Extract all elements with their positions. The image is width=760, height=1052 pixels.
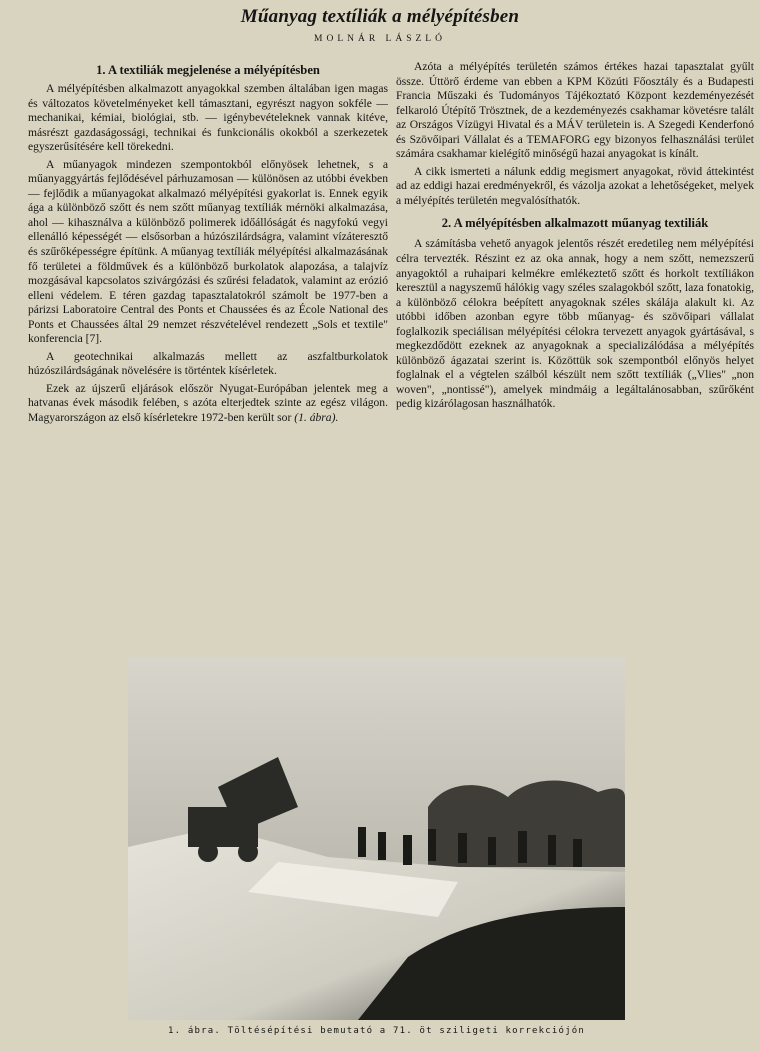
left-column — [28, 60, 388, 426]
section-2-paragraph-1: A számításba vehető anyagok jelentős részét eredetileg nem mélyépítési célra tervezték. Részint ez az oka annak, hogy a nem szőtt, nemezszerű anyagoktól a ruhaipari kelmékre emlékeztető szőtt és horkolt textíliákon keresztül a nagyszemű hálókig vagy széles szalagokból szőtt, laza fonatokig, a különböző célokra beépített anyagoknak széles skálája alakult ki. Az utóbbi időben azonban egyre több műanyag- és szövőipari vállalat foglalkozik speciálisan mélyépítési célokra tervezett anyagok gyártásával, s megkezdődött ezeknek az anyagoknak a specializálódása a mélyépítés különböző ágazatai szerint is. Közöttük sok szempontból előnyös helyet foglalnak el a végtelen szálból készült nem szőtt textíliák („Vlies" „non woven", „nontissé"), amelyek mindmáig a legáltalánosabban, szűrőként pedig kizárólagosan használhatók. — [396, 237, 754, 411]
right-column — [396, 60, 754, 412]
right-paragraph-1: Azóta a mélyépítés területén számos értékes hazai tapasztalat gyűlt össze. Úttörő érdeme van ebben a KPM Közúti Főosztály és a Budapesti Francia Műszaki és Tudományos Tájékoztató Központ kezdeményezését felkaroló Útépítő Trösztnek, de a kezdeményezés csakhamar követésre talált az Országos Vízügyi Hivatal és a MÁV területein is. A Szegedi Kenderfonó és Szövőipari Vállalat és a TEMAFORG egy bizonyos felhasználási terület számára csakhamar kielégítő minőségű hazai anyagokat is kínált. — [396, 60, 754, 161]
section-1-paragraph-3: A geotechnikai alkalmazás mellett az aszfaltburkolatok húzószilárdságának növelésére is történtek kísérletek. — [28, 349, 388, 378]
section-2-heading: 2. A mélyépítésben alkalmazott műanyag textiliák — [441, 216, 709, 231]
section-1-paragraph-2: A műanyagok mindezen szempontokból előnyösek lehetnek, s a műanyaggyártás fejlődésével párhuzamosan — különösen az utóbbi években — fejlődik a műanyagokat alkalmazó mélyépítési gyakorlat is. Ennek egyik ága a különböző szőtt és nem szőtt műanyag textíliák mérnöki alkalmazása, ahol — kihasználva a különböző polimerek időállóságát és nagyfokú vegyi ellenálló képességét — elsősorban a húzószilárdságra, valamint vízáteresztő és szűrőképességre építünk. A műanyag textíliák mélyépítési alkalmazásának fő területei a földművek és a különböző burkolatok alapozása, a talajvíz mozgásával kapcsolatos szivárgózási és szűrési feladatok, valamint az erózió elleni védelem. E téren gazdag tapasztalatokról számolt be 1977-ben a párizsi Laboratoire Central des Ponts et Chaussées és az École National des Ponts et Chaussées által 29 nemzet részvételével rendezett „Sols et textile" konferencia [7]. — [28, 157, 388, 346]
article-title: Műanyag textíliák a mélyépítésben — [240, 6, 520, 27]
right-paragraph-2: A cikk ismerteti a nálunk eddig megismert anyagokat, rövid áttekintést ad az eddigi hazai eredményekről, és vázolja azokat a lehetőségeket, melyek a mélyépítés területén megvalósíthatók. — [396, 164, 754, 207]
section-1-paragraph-4 — [28, 382, 388, 426]
section-1-paragraph-1: A mélyépítésben alkalmazott anyagokkal szemben általában igen magas és változatos követelményeket kell támasztani, egyrészt nagyon sokféle — mechanikai, kémiai, biológiai, stb. — igénybevételeknek vannak kitéve, másrészt gazdaságossági, technikai és funkcionális okokból a szerkezetek egyszerűsítésére kell törekedni. — [28, 82, 388, 154]
figure-photo — [128, 657, 625, 1020]
article-author: MOLNÁR LÁSZLÓ — [314, 34, 446, 44]
figure-reference: (1. ábra). — [294, 411, 339, 425]
figure-caption: 1. ábra. Töltésépítési bemutató a 71. öt sziligeti korrekciójón — [168, 1026, 585, 1036]
section-1-heading: 1. A textiliák megjelenése a mélyépítésben — [96, 63, 320, 77]
construction-photo-illustration — [128, 657, 625, 1020]
section-1-paragraph-4-text: Ezek az újszerű eljárások először Nyugat-Európában jelentek meg a hatvanas évek második felében, s azóta elterjedtek szinte az egész világon. Magyarországon az első kísérletekre 1972-ben került sor — [28, 381, 388, 425]
